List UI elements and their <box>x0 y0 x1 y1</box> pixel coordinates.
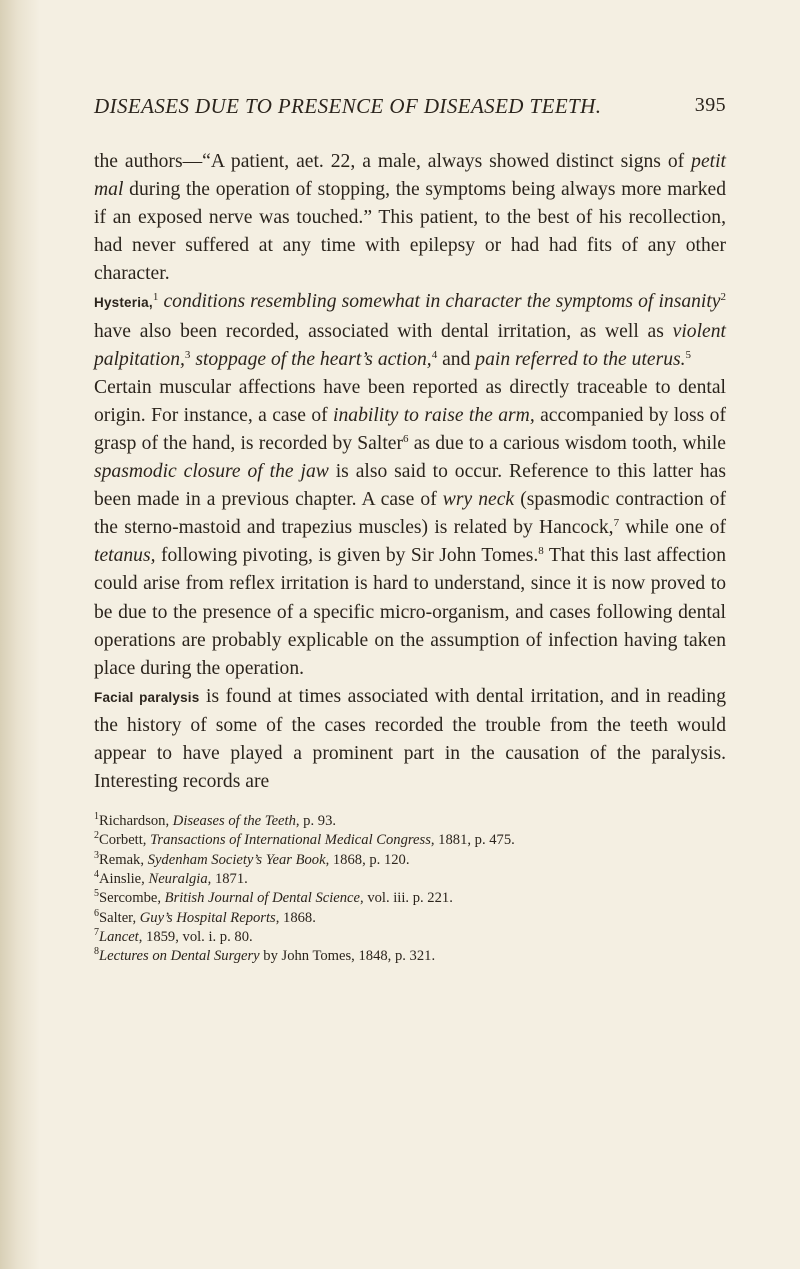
paragraph-hysteria: Hysteria,$^1$ conditions resembling somewhat in character the symptoms of insanity$^2$ have also been recorded, associated with dental irritation, as well as violent palpitation,$^3$ stoppage of the heart’s action,$^4$ and pain referred to the uterus.$^5$ <box>94 291 727 370</box>
paragraph-facial-paralysis: Facial paralysis is found at times associated with dental irritation, and in reading the history of some of the cases recorded the trouble from the teeth would appear to have played a prominent part in the causation of the paralysis. Interesting records are <box>94 685 726 793</box>
footnote: $^6$Salter, Guy’s Hospital Reports, 1868. <box>94 907 316 926</box>
footnotes <box>94 812 726 966</box>
footnote: $^8$Lectures on Dental Surgery by John Tomes, 1848, p. 321. <box>94 946 436 965</box>
book-spine-shadow <box>0 0 40 1269</box>
paragraph-epilepsy-quote: the authors—“A patient, aet. 22, a male, always showed distinct signs of petit mal during the operation of stopping, the symptoms being always more marked if an exposed nerve was touched.” This patient, to the best of his recollection, had never suffered at any time with epilepsy or had had fits of any other character. <box>94 151 726 285</box>
side-heading-facial-paralysis: Facial paralysis <box>94 689 200 705</box>
page-number: 395 <box>694 94 726 116</box>
footnote: $^2$Corbett, Transactions of International Medical Congress, 1881, p. 475. <box>94 830 515 849</box>
footnote: $^3$Remak, Sydenham Society’s Year Book, 1868, p. 120. <box>94 849 410 868</box>
side-heading-hysteria: Hysteria, <box>94 295 153 311</box>
running-title: DISEASES DUE TO PRESENCE OF DISEASED TEETH. <box>94 94 602 118</box>
body-text <box>94 148 726 796</box>
page-header <box>94 92 726 128</box>
footnote: $^7$Lancet, 1859, vol. i. p. 80. <box>94 926 253 945</box>
footnote: $^1$Richardson, Diseases of the Teeth, p. 93. <box>94 811 337 830</box>
footnote: $^4$Ainslie, Neuralgia, 1871. <box>94 869 248 888</box>
book-page <box>94 92 726 967</box>
paragraph-muscular-affections: Certain muscular affections have been reported as directly traceable to dental origin. For instance, a case of inability to raise the arm, accompanied by loss of grasp of the hand, is recorded by Salter$^6$ as due to a carious wisdom tooth, while spasmodic closure of the jaw is also said to occur. Reference to this latter has been made in a previous chapter. A case of wry neck (spasmodic contraction of the sterno-mastoid and trapezius muscles) is related by Hancock,$^7$ while one of tetanus, following pivoting, is given by Sir John Tomes.$^8$ That this last affection could arise from reflex irritation is hard to understand, since it is now proved to be due to the presence of a specific micro-organism, and cases following dental operations are probably explicable on the assumption of infection having taken place during the operation. <box>94 376 727 679</box>
footnote: $^5$Sercombe, British Journal of Dental Science, vol. iii. p. 221. <box>94 888 453 907</box>
